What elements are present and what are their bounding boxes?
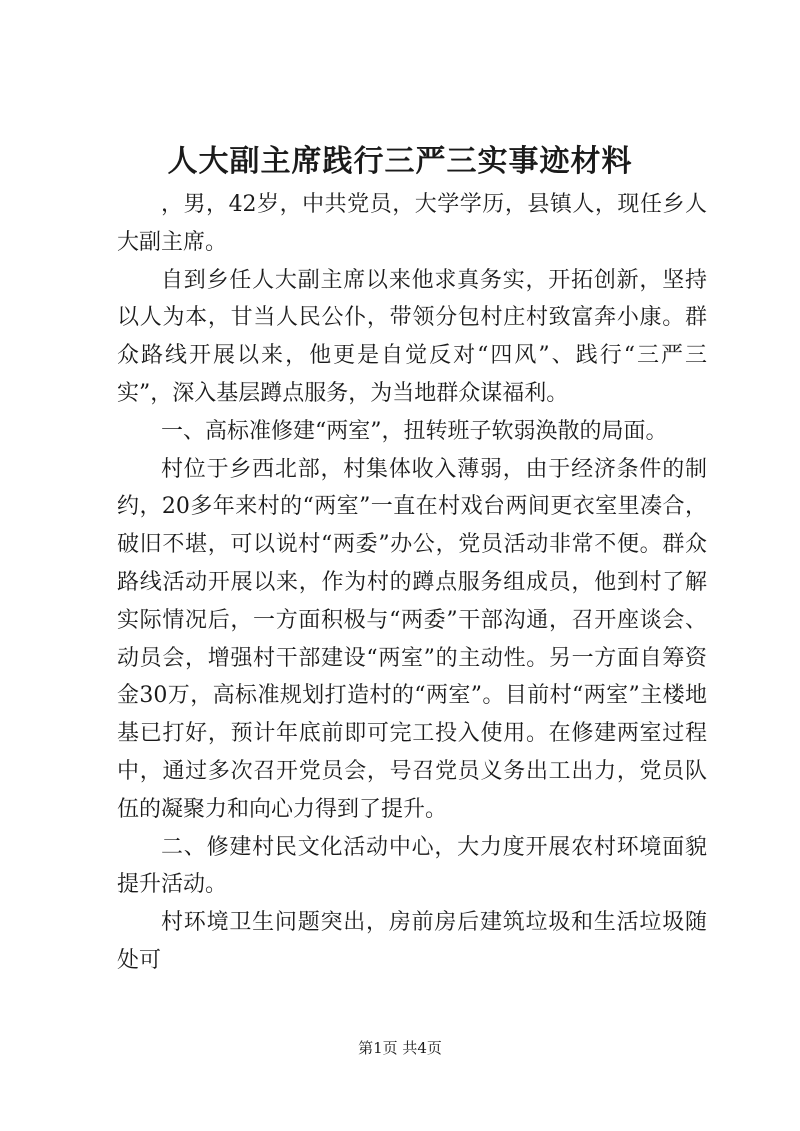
page-footer: 第1页 共4页 bbox=[358, 1039, 442, 1057]
section-heading-1: 一、高标准修建“两室”，扭转班子软弱涣散的局面。 bbox=[161, 418, 668, 444]
paragraph-summary: 自到乡任人大副主席以来他求真务实，开拓创新，坚持以人为本，甘当人民公仆，带领分包村庄村致富奔小康。群众路线开展以来，他更是自觉反对“四风”、践行“三严三实”，深入基层蹲点服务，为当地群众谋福利。 bbox=[117, 267, 707, 406]
document-body bbox=[117, 186, 707, 980]
paragraph-section-1: 村位于乡西北部，村集体收入薄弱，由于经济条件的制约，20多年来村的“两室”一直在村戏台两间更衣室里凑合，破旧不堪，可以说村“两委”办公，党员活动非常不便。群众路线活动开展以来，作为村的蹲点服务组成员，他到村了解实际情况后，一方面积极与“两委”干部沟通，召开座谈会、动员会，增强村干部建设“两室”的主动性。另一方面自筹资金30万，高标准规划打造村的“两室”。目前村“两室”主楼地基已打好，预计年底前即可完工投入使用。在修建两室过程中，通过多次召开党员会，号召党员义务出工出力，党员队伍的凝聚力和向心力得到了提升。 bbox=[117, 456, 707, 822]
paragraph-intro: ，男，42岁，中共党员，大学学历，县镇人，现任乡人大副主席。 bbox=[117, 192, 707, 255]
document-title: 人大副主席践行三严三实事迹材料 bbox=[167, 144, 633, 179]
paragraph-section-2: 村环境卫生问题突出，房前房后建筑垃圾和生活垃圾随处可 bbox=[117, 910, 707, 973]
section-heading-2: 二、修建村民文化活动中心，大力度开展农村环境面貌提升活动。 bbox=[117, 834, 707, 898]
